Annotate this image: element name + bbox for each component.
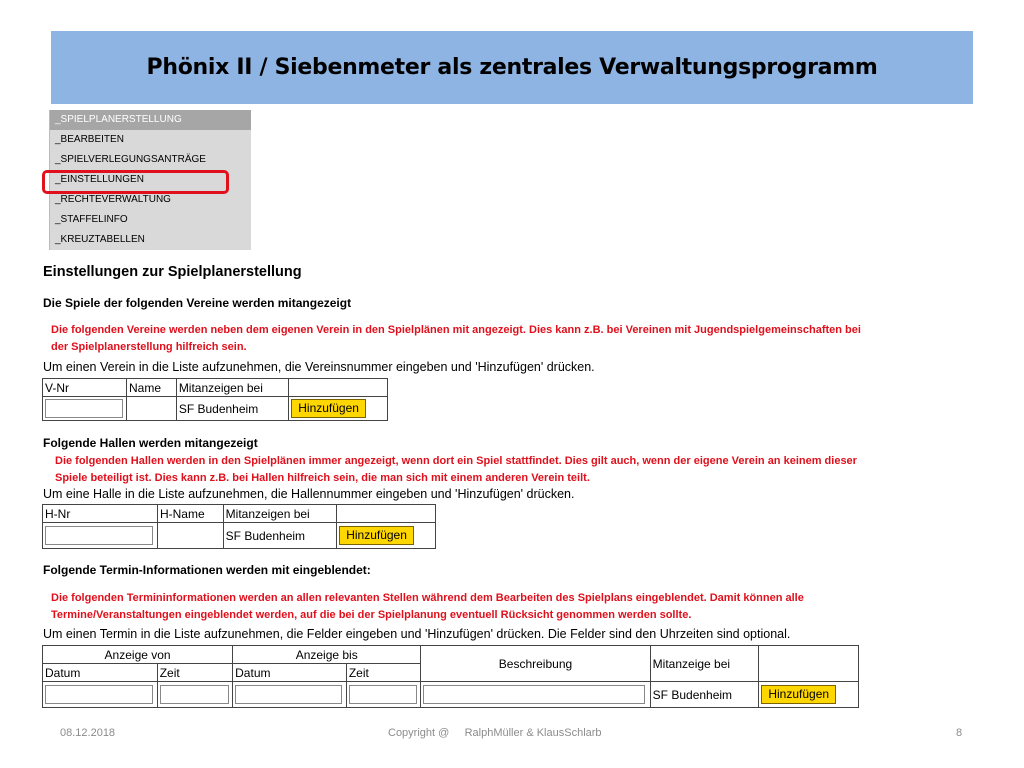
termine-heading: Folgende Termin-Informationen werden mit eingeblendet:: [43, 563, 371, 577]
menu-item-einstellungen[interactable]: _EINSTELLUNGEN: [55, 174, 144, 185]
add-halle-button[interactable]: Hinzufügen: [339, 526, 414, 545]
zeit-von-input[interactable]: [160, 685, 229, 704]
hallen-instruction: Um eine Halle in die Liste aufzunehmen, die Hallennummer eingeben und 'Hinzufügen' drücken.: [43, 487, 575, 501]
einstellungen-highlight-frame: [42, 170, 229, 194]
vereine-heading: Die Spiele der folgenden Vereine werden mitangezeigt: [43, 296, 352, 310]
beschreibung-input[interactable]: [423, 685, 645, 704]
datum-bis-input[interactable]: [235, 685, 342, 704]
footer-page-number: 8: [956, 727, 963, 739]
col-vnr: V-Nr: [43, 379, 127, 397]
termine-note: [51, 590, 981, 624]
hnr-input[interactable]: [45, 526, 153, 545]
vereine-table: [42, 378, 388, 421]
col-anzeige-von: Anzeige von: [43, 646, 233, 664]
col-hnr: H-Nr: [43, 505, 158, 523]
menu-item-rechteverwaltung[interactable]: _RECHTEVERWALTUNG: [55, 194, 171, 205]
hallen-note: [55, 453, 985, 487]
add-termin-button[interactable]: Hinzufügen: [761, 685, 836, 704]
hallen-note-line2: Spiele beteiligt ist. Dies kann z.B. bei Hallen hilfreich sein, die man sich mit einem anderen Verein teilt.: [55, 472, 590, 484]
col-mitanzeige: Mitanzeige bei: [650, 646, 759, 682]
vereine-instruction: Um einen Verein in die Liste aufzunehmen, die Vereinsnummer eingeben und 'Hinzufügen' drücken.: [43, 360, 595, 374]
footer-copyright: Copyright @ RalphMüller & KlausSchlarb: [388, 727, 602, 739]
termine-table: [42, 645, 859, 708]
col-hname: H-Name: [157, 505, 223, 523]
termine-note-line2: Termine/Veranstaltungen eingeblendet werden, auf die bei der Spielplanung eventuell Rücksicht genommen werden sollte.: [51, 609, 692, 621]
settings-heading: Einstellungen zur Spielplanerstellung: [43, 264, 302, 280]
slide-title: Phönix II / Siebenmeter als zentrales Verwaltungsprogramm: [146, 55, 878, 80]
mitanzeigen-value: SF Budenheim: [223, 523, 337, 549]
menu-item-spielverlegungsantraege[interactable]: _SPIELVERLEGUNGSANTRÄGE: [55, 154, 206, 165]
col-zeit-von: Zeit: [157, 664, 232, 682]
col-datum-bis: Datum: [233, 664, 347, 682]
col-name: Name: [126, 379, 176, 397]
vereine-note: [51, 322, 981, 356]
col-mitanzeigen: Mitanzeigen bei: [223, 505, 337, 523]
menu-item-spielplanerstellung[interactable]: _SPIELPLANERSTELLUNG: [50, 110, 251, 130]
col-datum-von: Datum: [43, 664, 158, 682]
mitanzeigen-value: SF Budenheim: [176, 397, 288, 421]
col-anzeige-bis: Anzeige bis: [233, 646, 421, 664]
termine-note-line1: Die folgenden Termininformationen werden an allen relevanten Stellen während dem Bearbeiten des Spielplans eingeblendet. Damit können alle: [51, 592, 804, 604]
slide-title-bar: [51, 31, 973, 104]
hallen-note-line1: Die folgenden Hallen werden in den Spielplänen immer angezeigt, wenn dort ein Spiel stattfindet. Dies gilt auch, wenn der eigene Verein an keinem dieser: [55, 455, 857, 467]
hallen-table: [42, 504, 436, 549]
vereine-note-line1: Die folgenden Vereine werden neben dem eigenen Verein in den Spielplänen mit angezeigt. Dies kann z.B. bei Vereinen mit Jugendspielgemeinschaften bei: [51, 324, 861, 336]
menu-item-kreuztabellen[interactable]: _KREUZTABELLEN: [55, 234, 145, 245]
menu-item-staffelinfo[interactable]: _STAFFELINFO: [55, 214, 128, 225]
termine-instruction: Um einen Termin in die Liste aufzunehmen, die Felder eingeben und 'Hinzufügen' drücken. Die Felder sind den Uhrzeiten sind optional.: [43, 627, 791, 641]
vereine-note-line2: der Spielplanerstellung hilfreich sein.: [51, 341, 247, 353]
menu-item-bearbeiten[interactable]: _BEARBEITEN: [55, 134, 124, 145]
datum-von-input[interactable]: [45, 685, 153, 704]
add-verein-button[interactable]: Hinzufügen: [291, 399, 366, 418]
mitanzeige-value: SF Budenheim: [650, 682, 759, 708]
col-zeit-bis: Zeit: [346, 664, 420, 682]
col-mitanzeigen: Mitanzeigen bei: [176, 379, 288, 397]
vnr-input[interactable]: [45, 399, 123, 418]
col-beschreibung: Beschreibung: [421, 646, 650, 682]
zeit-bis-input[interactable]: [349, 685, 417, 704]
footer-date: 08.12.2018: [60, 727, 116, 739]
hallen-heading: Folgende Hallen werden mitangezeigt: [43, 436, 258, 450]
